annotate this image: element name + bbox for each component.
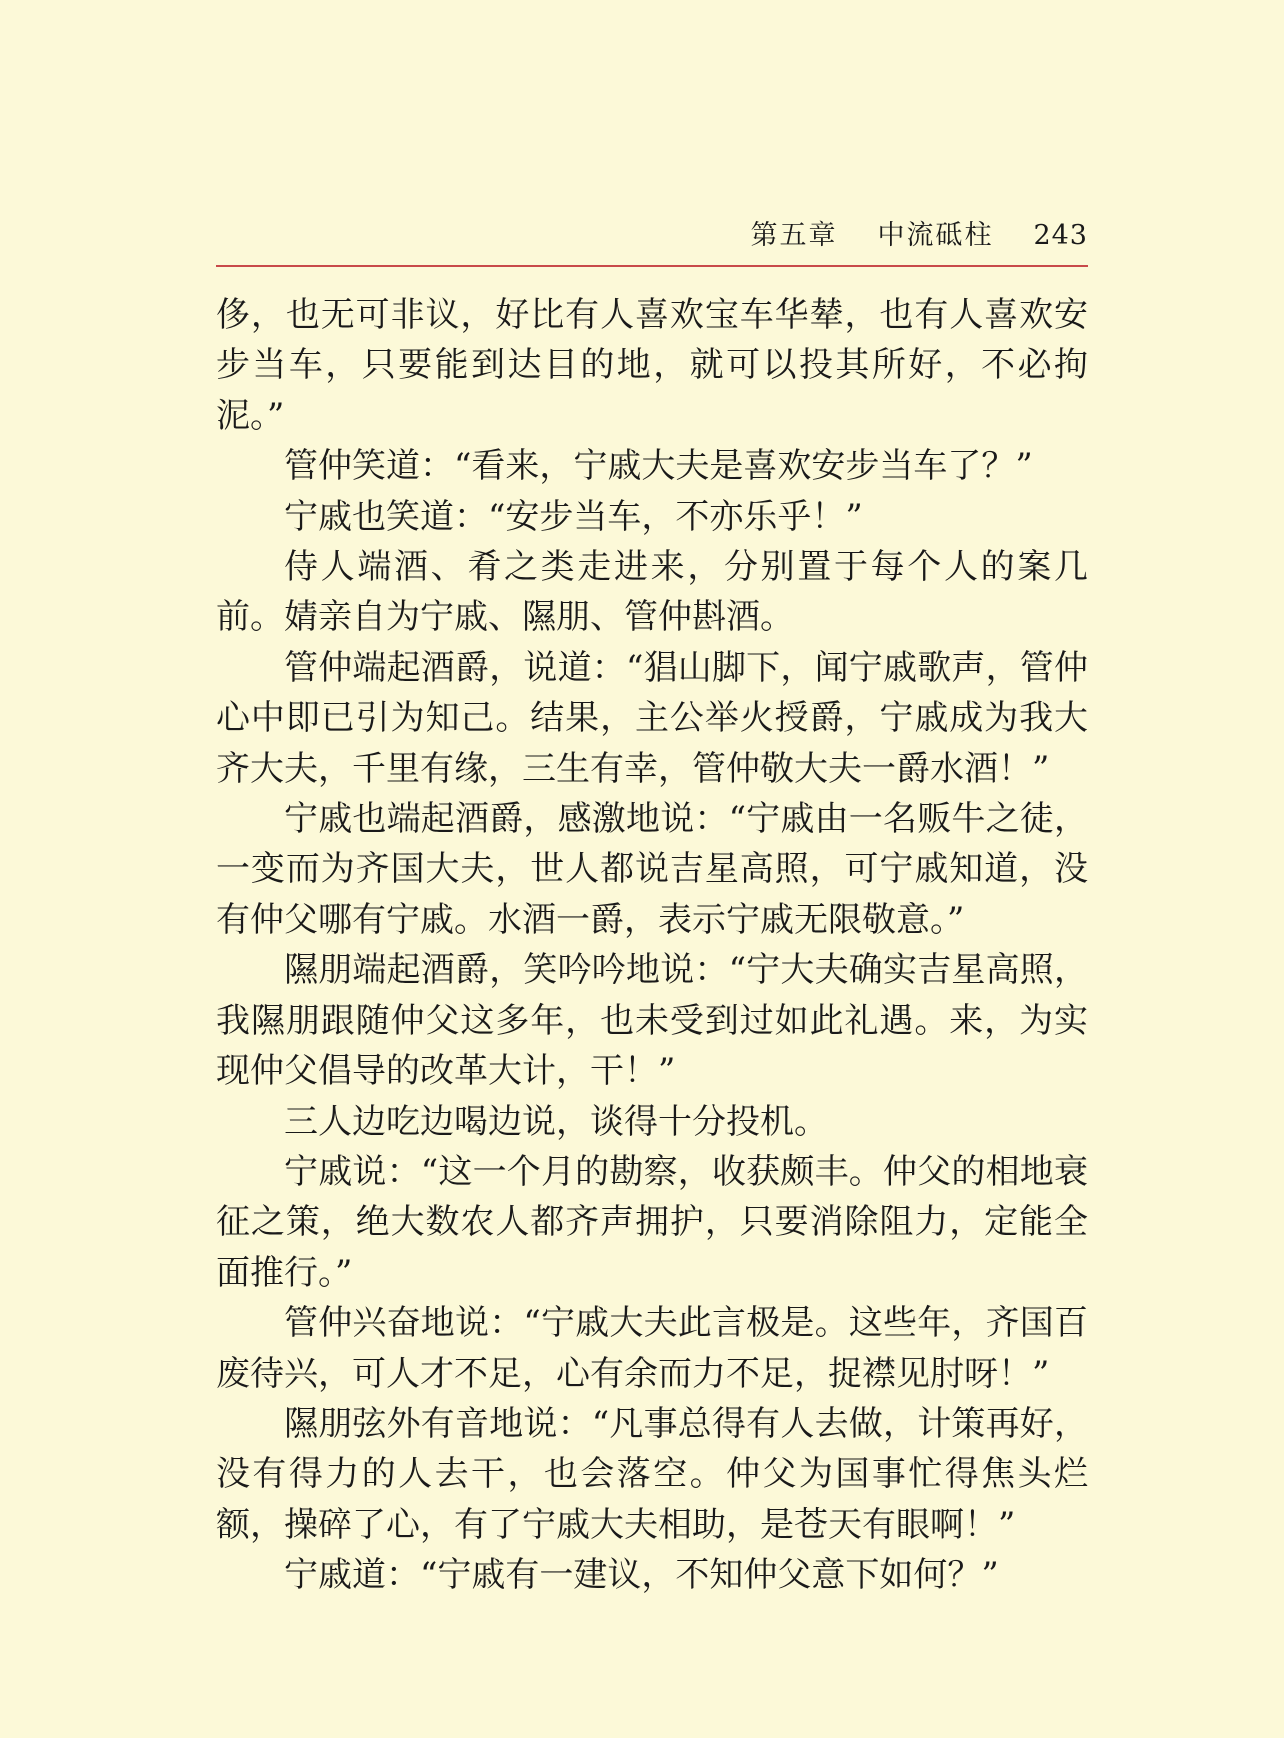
- paragraph: 侍人端酒、肴之类走进来，分别置于每个人的案几前。婧亲自为宁戚、隰朋、管仲斟酒。: [216, 547, 1088, 638]
- running-header: [216, 214, 1088, 258]
- paragraph: 宁戚说：“这一个月的勘察，收获颇丰。仲父的相地衰征之策，绝大数农人都齐声拥护，只要消除阻力，定能全面推行。”: [216, 1151, 1088, 1293]
- paragraph: 隰朋端起酒爵，笑吟吟地说：“宁大夫确实吉星高照，我隰朋跟随仲父这多年，也未受到过如此礼遇。来，为实现仲父倡导的改革大计，干！”: [216, 950, 1088, 1092]
- body-text: [216, 290, 1088, 1601]
- section-title: 中流砥柱: [877, 220, 994, 251]
- chapter-label: 第五章: [750, 220, 838, 251]
- paragraph: 管仲兴奋地说：“宁戚大夫此言极是。这些年，齐国百废待兴，可人才不足，心有余而力不足，捉襟见肘呀！”: [216, 1303, 1088, 1394]
- paragraph: 宁戚道：“宁戚有一建议，不知仲父意下如何？”: [284, 1555, 999, 1596]
- paragraph: 宁戚也笑道：“安步当车，不亦乐乎！”: [284, 496, 863, 537]
- paragraph: 宁戚也端起酒爵，感激地说：“宁戚由一名贩牛之徒，一变而为齐国大夫，世人都说吉星高照，可宁戚知道，没有仲父哪有宁戚。水酒一爵，表示宁戚无限敬意。”: [216, 799, 1088, 940]
- page-number: 243: [1033, 220, 1088, 251]
- paragraph: 三人边吃边喝边说，谈得十分投机。: [284, 1101, 828, 1142]
- paragraph: 侈，也无可非议，好比有人喜欢宝车华辇，也有人喜欢安步当车，只要能到达目的地，就可以投其所好，不必拘泥。”: [216, 295, 1088, 436]
- paragraph: 管仲端起酒爵，说道：“猖山脚下，闻宁戚歌声，管仲心中即已引为知己。结果，主公举火授爵，宁戚成为我大齐大夫，千里有缘，三生有幸，管仲敬大夫一爵水酒！”: [216, 647, 1088, 789]
- header-rule: [216, 265, 1088, 267]
- paragraph: 隰朋弦外有音地说：“凡事总得有人去做，计策再好，没有得力的人去干，也会落空。仲父为国事忙得焦头烂额，操碎了心，有了宁戚大夫相助，是苍天有眼啊！”: [216, 1403, 1088, 1545]
- paragraph: 管仲笑道：“看来，宁戚大夫是喜欢安步当车了？”: [284, 446, 1033, 487]
